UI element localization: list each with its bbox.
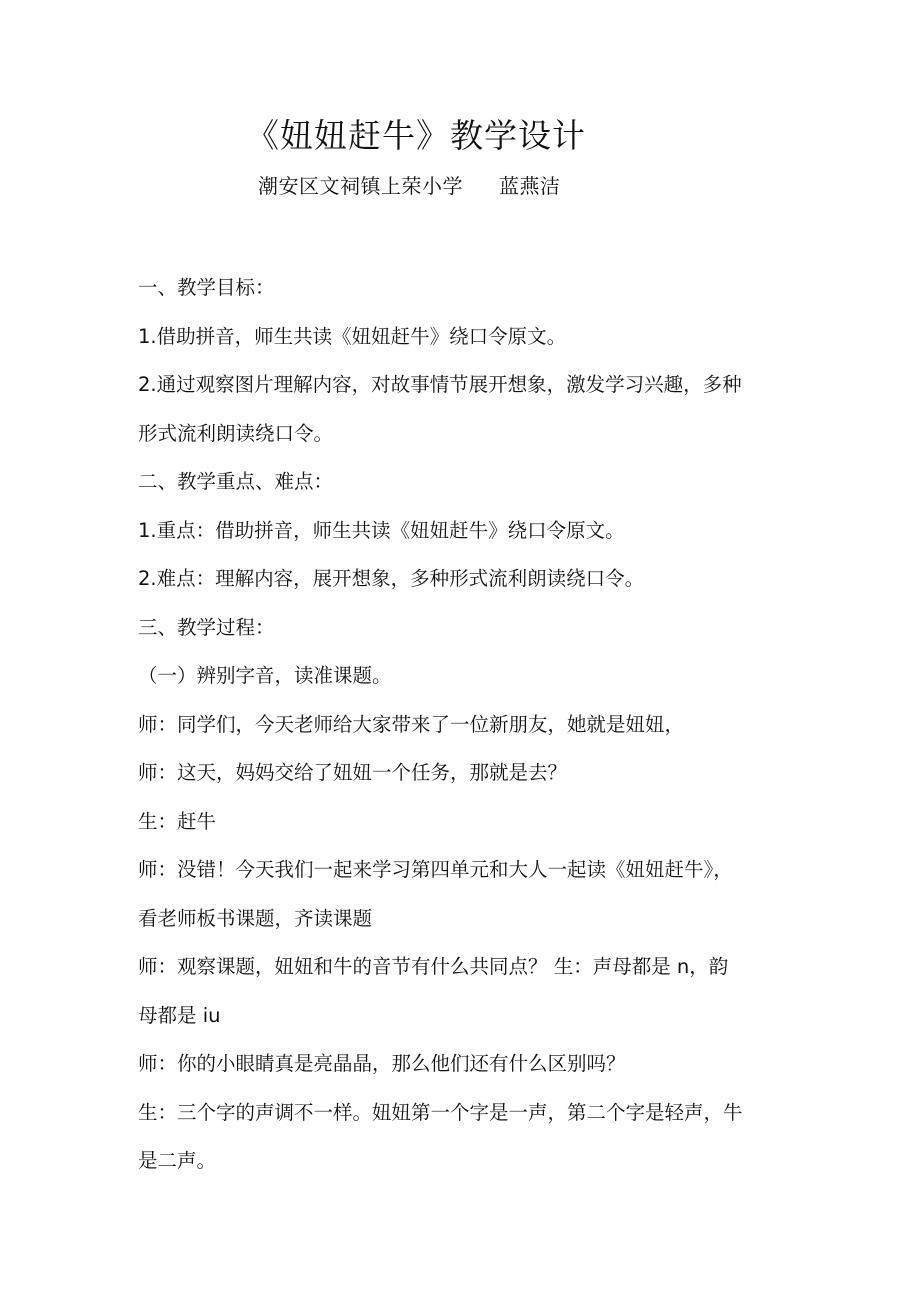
dialogue-line: 师：你的小眼睛真是亮晶晶，那么他们还有什么区别吗？ [138,1052,626,1075]
author-line [258,170,561,202]
dialogue-line: 师：同学们，今天老师给大家带来了一位新朋友，她就是妞妞， [138,712,685,736]
dialogue-line: 师：没错！今天我们一起来学习第四单元和大人一起读《妞妞赶牛》， [138,858,733,881]
school-name: 潮安区文祠镇上荣小学 [258,174,463,198]
section-heading-goals: 一、教学目标： [138,276,275,299]
section-heading-key-points: 二、教学重点、难点： [138,470,334,493]
subsection-heading: （一）辨别字音，读准课题。 [138,664,392,687]
key-point-2: 2.难点：理解内容，展开想象，多种形式流利朗读绕口令。 [138,567,645,590]
dialogue-line: 母都是 iu [138,1003,221,1027]
document-title: 《妞妞赶牛》教学设计 [246,116,586,155]
dialogue-line: 师：观察课题，妞妞和牛的音节有什么共同点？ 生：声母都是 n，韵 [138,955,729,978]
goal-2-continued: 形式流利朗读绕口令。 [138,421,334,445]
goal-1: 1.借助拼音，师生共读《妞妞赶牛》绕口令原文。 [138,324,567,348]
section-heading-process: 三、教学过程： [138,615,275,639]
document-body [138,264,788,1186]
goal-2: 2.通过观察图片理解内容，对故事情节展开想象，激发学习兴趣，多种 [138,373,742,396]
dialogue-line: 是二声。 [138,1149,217,1172]
dialogue-line: 看老师板书课题，齐读课题 [138,906,373,930]
dialogue-line: 生：赶牛 [138,809,217,833]
teacher-name: 蓝燕洁 [499,174,561,198]
dialogue-line: 生：三个字的声调不一样。妞妞第一个字是一声，第二个字是轻声，牛 [138,1100,743,1124]
dialogue-line: 师：这天，妈妈交给了妞妞一个任务，那就是去？ [138,761,568,784]
key-point-1: 1.重点：借助拼音，师生共读《妞妞赶牛》绕口令原文。 [138,518,625,542]
